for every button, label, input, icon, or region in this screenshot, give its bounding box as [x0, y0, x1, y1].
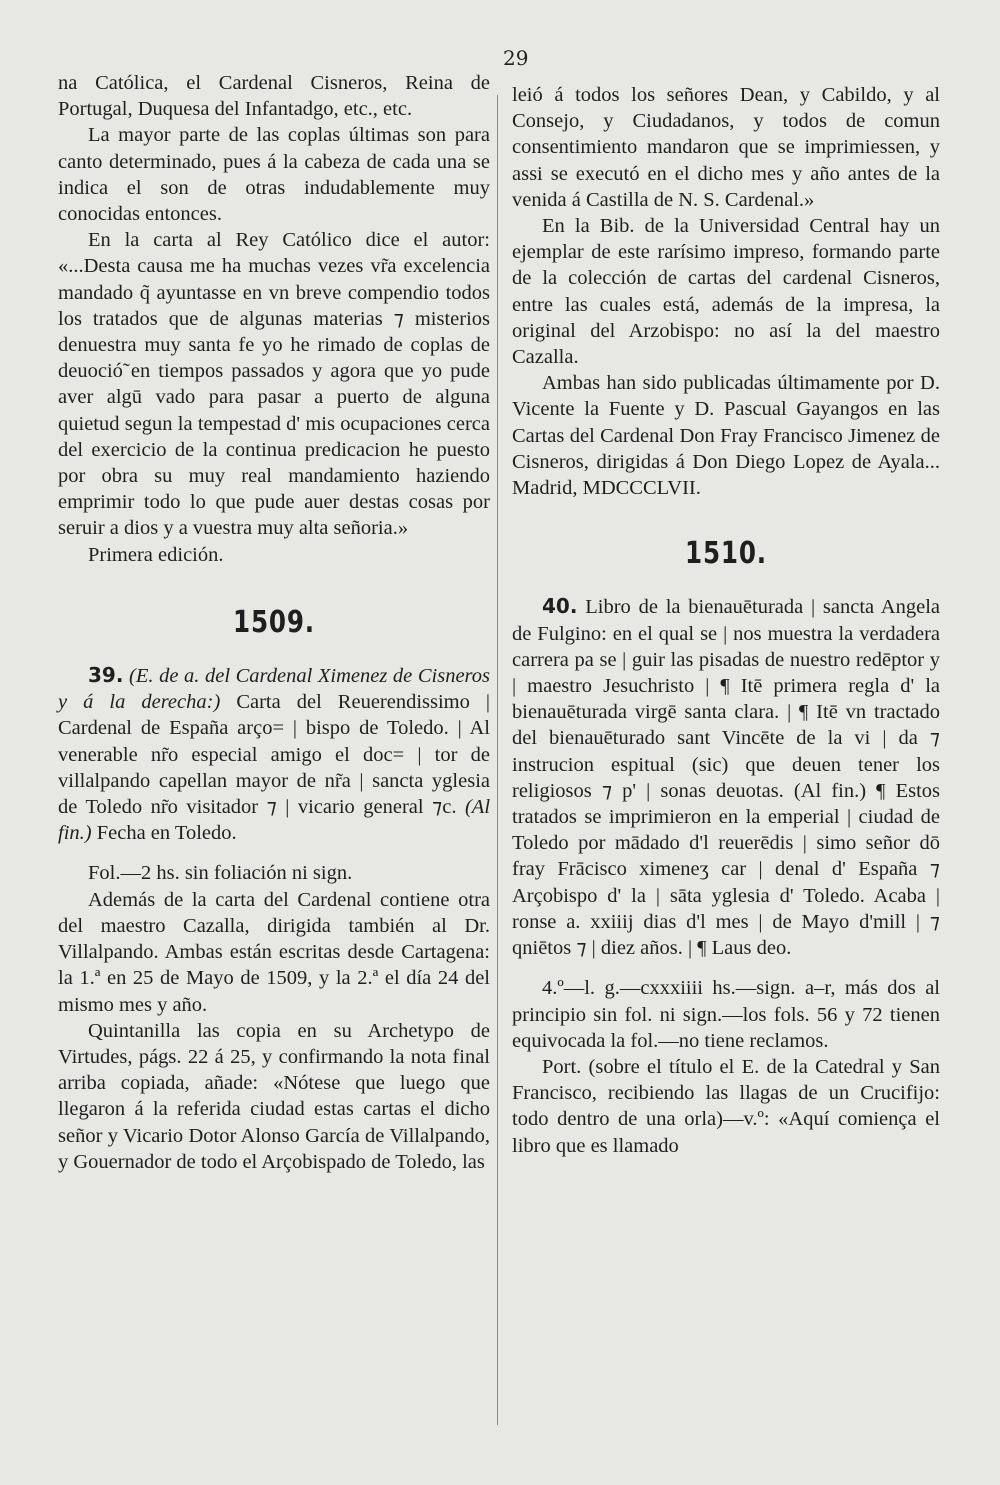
paragraph: Primera edición.: [88, 543, 224, 566]
paragraph: Además de la carta del Cardenal contiene otra del maestro Cazalla, dirigida también al Dr. Villalpando. Ambas están escritas desde Cartagena: la 1.ª en 25 de Mayo de 1509, y la 2.ª el día 24 del mismo mes y año.: [58, 888, 490, 1016]
entry-number: 40.: [542, 594, 578, 619]
paragraph: En la Bib. de la Universidad Central hay un ejemplar de este rarísimo impreso, formando parte de la colección de cartas del cardenal Cisneros, entre las cuales está, además de la impresa, la original del Arzobispo: no así la del maestro Cazalla.: [512, 215, 940, 369]
paragraph: na Católica, el Cardenal Cisneros, Reina de Portugal, Duquesa del Infantadgo, etc., etc.: [58, 72, 490, 121]
paragraph: 4.º—l. g.—cxxxiiii hs.—sign. a–r, más dos al principio sin fol. ni sign.—los fols. 56 y 72 tienen equivocada la fol.—no tiene reclamos.: [512, 977, 940, 1052]
paragraph: Quintanilla las copia en su Archetypo de Virtudes, págs. 22 á 25, y confirmando la nota final arriba copiada, añade: «Nótese que luego que llegaron á la referida ciudad estas cartas el dicho señor y Vicario Dotor Alonso García de Villalpando, y Gouernador de todo el Arçobispado de Toledo, las: [58, 1019, 490, 1173]
entry-text: Carta del Reuerendissimo | Cardenal de España arço= | bispo de Toledo. | Al venerable nr̃o especial amigo el doc= | tor de villalpando capellan mayor de nr̃a | sancta yglesia de Toledo nr̃o visitador ⁊ | vicario general ⁊c.: [58, 691, 491, 819]
entry-39: [58, 662, 490, 846]
column-divider: [497, 95, 498, 1425]
year-heading: 1510.: [685, 536, 767, 572]
paragraph: Port. (sobre el título el E. de la Catedral y San Francisco, recibiendo las llagas de un Crucifijo: todo dentro de una orla)—v.º: «Aquí comiença el libro que es llamado: [512, 1055, 940, 1157]
entry-italic: (E. de a. del Cardenal Ximenez de Cisneros y á la derecha:): [58, 665, 490, 714]
year-heading: 1509.: [233, 604, 315, 640]
entry-text: Fecha en Toledo.: [96, 822, 237, 845]
paragraph: En la carta al Rey Católico dice el autor: «...Desta causa me ha muchas vezes vr̃a excelencia mandado q̃ ayuntasse en vn breve compendio todos los tratados que de algunas materias ⁊ misterios denuestra muy santa fe yo he rimado de coplas de deuoció̃ en tiempos passados y agora que yo pude aver algū vado para pasar a puerto de alguna quietud segun la tempestad d' mis ocupaciones cerca del exercicio de la continua predicacion he puesto por obra su muy real mandamiento haziendo emprimir todo lo que pude auer destas cosas por seruir a dios y a vuestra muy alta señoria.»: [58, 229, 490, 540]
paragraph: leió á todos los señores Dean, y Cabildo, y al Consejo, y Ciudadanos, y todos de comun consentimiento mandaron que se imprimiessen, y assi se executó en el dicho mes y año antes de la venida á Castilla de N. S. Cardenal.»: [512, 84, 940, 211]
entry-text: Libro de la bienauēturada | sancta Angela de Fulgino: en el qual se | nos muestra la verdadera carrera pa se | guir las pisadas de nuestro redēptor y | maestro Jesuchristo | ¶ Itē primera regla d' la bienauēturada virgē santa clara. | ¶ Itē vn tractado del bienauēturado sant Vincēte de la vi | da ⁊ instrucion espitual (sic) que deuen tener los religiosos ⁊ p' | sonas deuotas. (Al fin.) ¶ Estos tratados se imprimieron en la emperial | ciudad de Toledo por mādado d'l reuerēdis | simo señor dō fray Frācisco ximeneʒ car | denal d' España ⁊ Arçobispo d' la | sāta yglesia d' Toledo. Acaba | ronse a. xxiiij dias d'l mes | de Mayo d'mill | ⁊ qniētos ⁊ | diez años. | ¶ Laus deo.: [512, 596, 941, 960]
left-column: [58, 70, 490, 1175]
paragraph: La mayor parte de las coplas últimas son para canto determinado, pues á la cabeza de cada una se indica el son de otras indudablemente muy conocidas entonces.: [58, 124, 490, 226]
entry-number: 39.: [88, 663, 124, 688]
page-number: 29: [503, 46, 529, 70]
entry-italic: (Al fin.): [58, 796, 491, 845]
entry-40: [512, 593, 940, 961]
paragraph: Fol.—2 hs. sin foliación ni sign.: [88, 862, 353, 885]
paragraph: Ambas han sido publicadas últimamente por D. Vicente la Fuente y D. Pascual Gayangos en las Cartas del Cardenal Don Fray Francisco Jimenez de Cisneros, dirigidas á Don Diego Lopez de Ayala... Madrid, MDCCCLVII.: [512, 372, 940, 500]
right-column: [512, 82, 940, 1159]
